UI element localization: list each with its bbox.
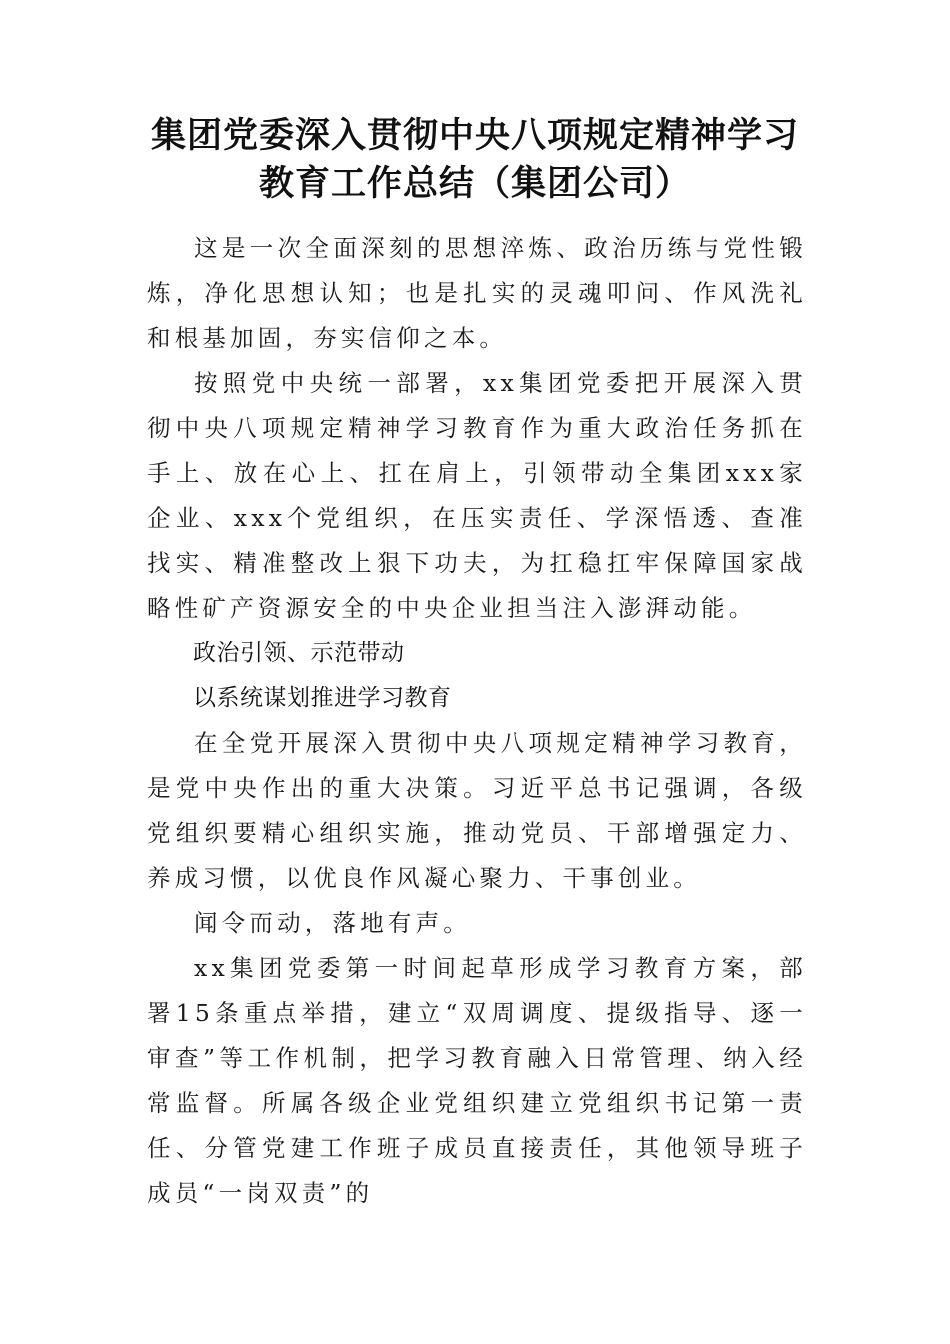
paragraph-intro: 这是一次全面深刻的思想淬炼、政治历练与党性锻炼，净化思想认知；也是扎实的灵魂叩问、作风洗礼和根基加固，夯实信仰之本。 [147, 234, 807, 352]
subsection-heading: 以系统谋划推进学习教育 [193, 685, 452, 711]
paragraph-decision: 在全党开展深入贯彻中央八项规定精神学习教育，是党中央作出的重大决策。习近平总书记强调，各级党组织要精心组织实施，推动党员、干部增强定力、养成习惯，以优良作风凝心聚力、干事创业。 [147, 729, 807, 892]
section-heading: 政治引领、示范带动 [193, 640, 405, 666]
document-title-line-1: 集团党委深入贯彻中央八项规定精神学习 [150, 116, 799, 156]
document-title-line-2: 教育工作总结（集团公司） [258, 164, 691, 204]
document-body [147, 226, 807, 1216]
paragraph-action: 闻令而动，落地有声。 [194, 909, 471, 937]
paragraph-measures: xx集团党委第一时间起草形成学习教育方案，部署15条重点举措，建立“双周调度、提级指导、逐一审查”等工作机制，把学习教育融入日常管理、纳入经常监督。所属各级企业党组织建立党组织书记第一责任、分管党建工作班子成员直接责任，其他领导班子成员“一岗双责”的 [147, 954, 807, 1207]
paragraph-deployment: 按照党中央统一部署，xx集团党委把开展深入贯彻中央八项规定精神学习教育作为重大政治任务抓在手上、放在心上、扛在肩上，引领带动全集团xxx家企业、xxx个党组织，在压实责任、学深悟透、查准找实、精准整改上狠下功夫，为扛稳扛牢保障国家战略性矿产资源安全的中央企业担当注入澎湃动能。 [147, 369, 807, 622]
